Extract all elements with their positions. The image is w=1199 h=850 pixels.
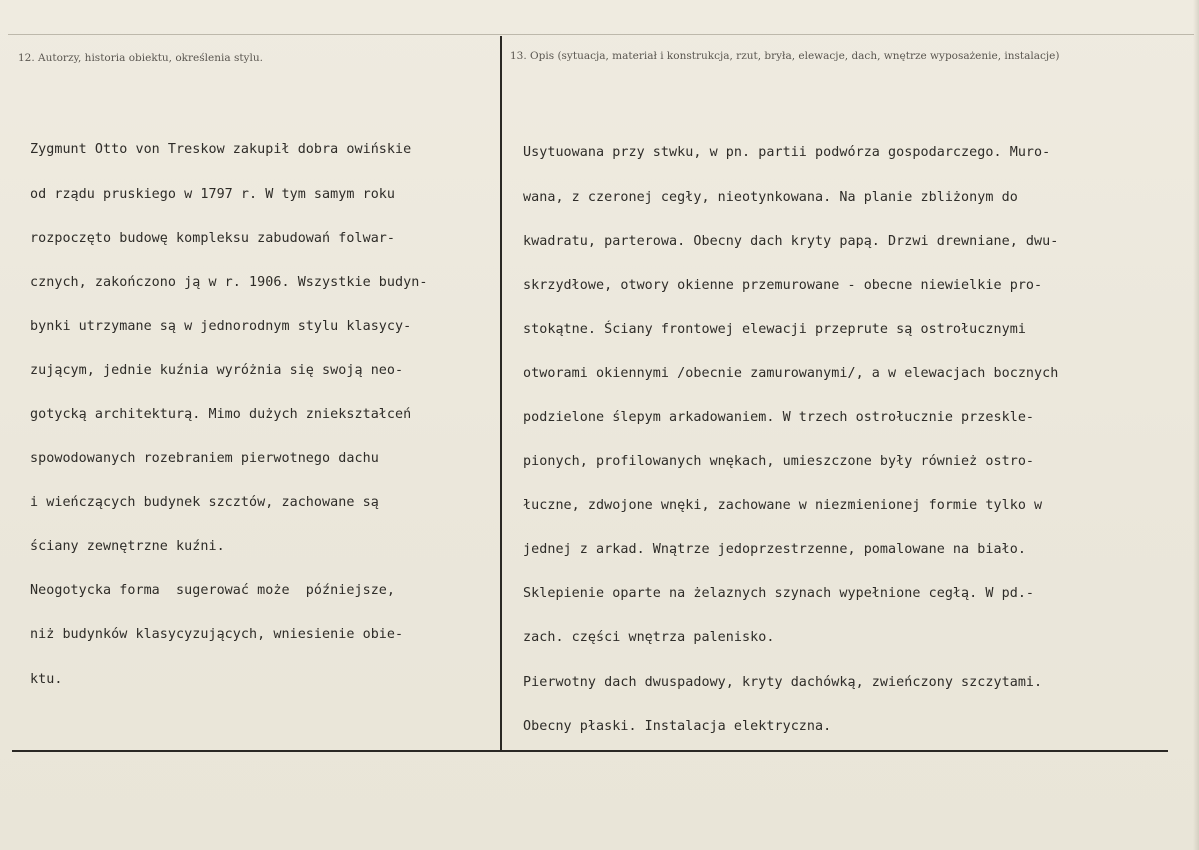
text-line: spowodowanych rozebraniem pierwotnego dachu	[30, 451, 379, 467]
top-border-line	[8, 34, 1194, 35]
text-line: łuczne, zdwojone wnęki, zachowane w niezmienionej formie tylko w	[523, 498, 1043, 514]
text-line: gotycką architekturą. Mimo dużych zniekształceń	[30, 406, 412, 422]
text-line: otworami okiennymi /obecnie zamurowanymi/, a w elewacjach bocznych	[523, 365, 1059, 381]
text-line: Obecny płaski. Instalacja elektryczna.	[523, 718, 832, 734]
text-line: Sklepienie oparte na żelaznych szynach wypełnione cegłą. W pd.-	[523, 586, 1035, 602]
page-edge-shadow	[1193, 0, 1199, 850]
text-line: bynki utrzymane są w jednorodnym stylu klasycy-	[30, 318, 412, 334]
text-line: podzielone ślepym arkadowaniem. W trzech ostrołucznie przeskle-	[523, 409, 1035, 425]
description-text	[523, 117, 1058, 764]
text-line: stokątne. Ściany frontowej elewacji przeprute są ostrołucznymi	[523, 321, 1026, 337]
text-line: rozpoczęto budowę kompleksu zabudowań folwar-	[30, 230, 396, 246]
text-line: kwadratu, parterowa. Obecny dach kryty papą. Drzwi drewniane, dwu-	[523, 233, 1059, 249]
text-line: skrzydłowe, otwory okienne przemurowane - obecne niewielkie pro-	[523, 277, 1043, 293]
text-line: zującym, jednie kuźnia wyróżnia się swoją neo-	[30, 362, 404, 378]
text-line: ściany zewnętrzne kuźni.	[30, 539, 225, 555]
right-section-header: 13. Opis (sytuacja, materiał i konstrukcja, rzut, bryła, elewacje, dach, wnętrze wyposażenie, instalacje)	[510, 50, 1060, 62]
text-line: ktu.	[30, 671, 63, 687]
text-line: niż budynków klasycyzujących, wniesienie obie-	[30, 627, 404, 643]
text-line: jednej z arkad. Wnątrze jedoprzestrzenne, pomalowane na biało.	[523, 542, 1026, 558]
text-line: i wieńczących budynek szcztów, zachowane są	[30, 495, 379, 511]
text-line: zach. części wnętrza palenisko.	[523, 630, 775, 646]
text-line: od rządu pruskiego w 1797 r. W tym samym roku	[30, 186, 396, 202]
text-line: Neogotycka forma sugerować może późniejsze,	[30, 583, 396, 599]
left-section-header: 12. Autorzy, historia obiektu, określenia stylu.	[18, 52, 263, 64]
text-line: pionych, profilowanych wnękach, umieszczone były również ostro-	[523, 454, 1035, 470]
text-line: cznych, zakończono ją w r. 1906. Wszystkie budyn-	[30, 274, 428, 290]
text-line: Pierwotny dach dwuspadowy, kryty dachówką, zwieńczony szczytami.	[523, 674, 1043, 690]
authors-history-text	[30, 114, 427, 717]
text-line: Zygmunt Otto von Treskow zakupił dobra owińskie	[30, 142, 412, 158]
text-line: wana, z czeronej cegły, nieotynkowana. Na planie zbliżonym do	[523, 189, 1018, 205]
text-line: Usytuowana przy stwku, w pn. partii podwórza gospodarczego. Muro-	[523, 145, 1051, 161]
column-divider	[500, 36, 502, 752]
